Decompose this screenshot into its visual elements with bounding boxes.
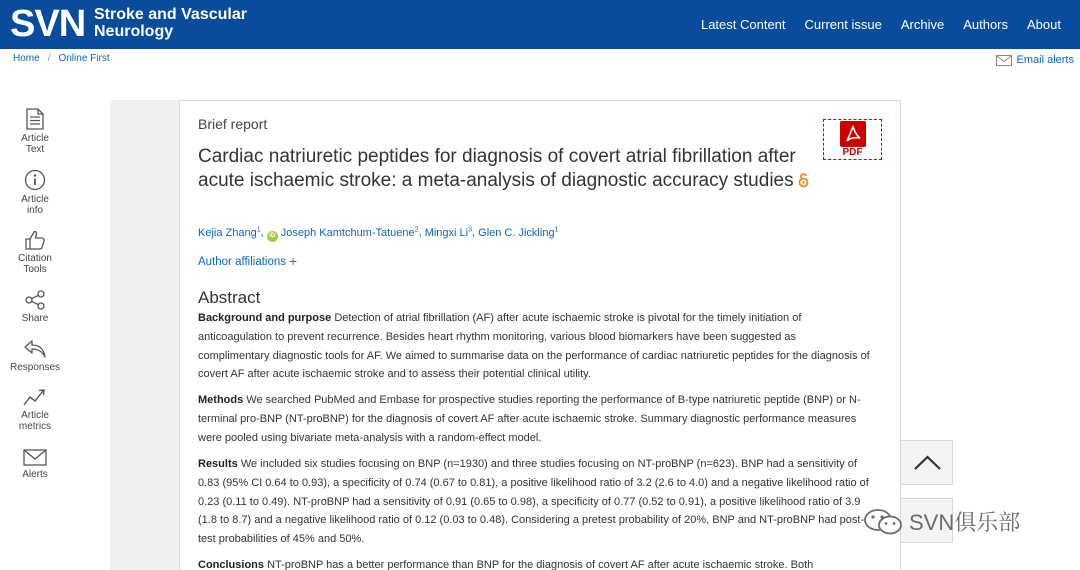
email-alerts-link[interactable] bbox=[996, 54, 1074, 66]
logo-line-2: Neurology bbox=[94, 23, 174, 40]
wechat-icon bbox=[863, 508, 903, 536]
sidebar-label-line2: Text bbox=[25, 144, 45, 155]
sidebar-item-share[interactable] bbox=[0, 290, 70, 324]
section-text: We included six studies focusing on BNP (n=1930) and three studies focusing on NT-proBNP (n=623). BNP had a sensitivity of 0.83 (95% CI 0.64 to 0.93), a specificity of 0.74 (0.67 to 0.81), a positive likelihood ratio of 3.2 (2.6 to 4.0) and a negative likelihood ratio of 0.23 (0.11 to 0.49). NT-proBNP had a sensitivity of 0.91 (0.65 to 0.98), a specificity of 0.77 (0.52 to 0.91), a positive likelihood ratio of 3.9 (1.8 to 8.7) and a negative likelihood ratio of 0.12 (0.03 to 0.48). Considering a pretest probability of 20%, BNP and NT-proBNP had post-test probabilities of 45% and 50%. bbox=[198, 458, 869, 546]
sidebar-label-line1: Share bbox=[21, 313, 49, 324]
nav-authors[interactable]: Authors bbox=[963, 17, 1009, 32]
reply-icon bbox=[23, 339, 47, 359]
affiliations-label: Author affiliations bbox=[198, 256, 287, 268]
abstract-heading: Abstract bbox=[198, 288, 261, 307]
open-access-icon bbox=[798, 172, 809, 188]
main-nav bbox=[701, 0, 1080, 49]
section-text: NT-proBNP has a better performance than BNP for the diagnosis of covert AF after acute ischaemic stroke. Both bbox=[267, 559, 814, 570]
abstract-section-methods bbox=[198, 391, 870, 447]
section-label: Conclusions bbox=[198, 559, 265, 570]
abstract-section-conclusions bbox=[198, 556, 870, 570]
back-to-top-button[interactable] bbox=[900, 440, 953, 485]
section-text: Detection of atrial fibrillation (AF) after acute ischaemic stroke is pivotal for the timely initiation of anticoagulation to prevent recurrence. Besides heart rhythm monitoring, various blood biomarkers have been suggested as complimentary diagnostic tools for AF. We aimed to summarise data on the performance of cardiac natriuretic peptides for the diagnosis of covert AF after acute ischaemic stroke and to assess their potential clinical utility. bbox=[198, 312, 870, 381]
sidebar-label-line2: info bbox=[26, 205, 44, 216]
nav-latest-content[interactable]: Latest Content bbox=[700, 17, 786, 32]
author-link[interactable]: Mingxi Li$^3$ bbox=[424, 226, 473, 239]
abstract-section-background bbox=[198, 309, 870, 384]
plus-icon: + bbox=[289, 253, 298, 269]
section-label: Results bbox=[198, 458, 238, 470]
info-icon bbox=[24, 169, 46, 191]
orcid-icon[interactable]: iD bbox=[267, 231, 278, 242]
site-header bbox=[0, 0, 1080, 49]
pdf-download-button[interactable] bbox=[823, 119, 882, 160]
abstract-section-results bbox=[198, 455, 870, 549]
section-text: We searched PubMed and Embase for prospective studies reporting the performance of B-type natriuretic peptide (BNP) or N-terminal pro-BNP (NT-proBNP) for the diagnosis of covert AF after acute ischaemic stroke. Summary diagnostic performance measures were pooled using bivariate meta-analysis with a random-effect model. bbox=[198, 394, 861, 444]
wechat-watermark bbox=[863, 506, 1020, 537]
article-sidebar bbox=[110, 100, 180, 570]
breadcrumb-current[interactable]: Online First bbox=[58, 53, 110, 64]
sidebar-label-line1: Citation bbox=[18, 253, 52, 264]
article-title bbox=[198, 145, 818, 193]
pdf-icon bbox=[840, 121, 866, 147]
sidebar-item-citation-tools[interactable] bbox=[0, 230, 70, 275]
author-link[interactable]: Glen C. Jickling$^1$ bbox=[478, 226, 559, 239]
article-type: Brief report bbox=[198, 116, 268, 132]
sidebar-label-line1: Responses bbox=[9, 362, 61, 373]
nav-current-issue[interactable]: Current issue bbox=[804, 17, 882, 32]
sidebar-item-article-metrics[interactable] bbox=[0, 387, 70, 432]
sidebar-label-line1: Article bbox=[21, 133, 49, 144]
sidebar-label-line2: Tools bbox=[23, 264, 47, 275]
thumbs-up-icon bbox=[24, 230, 46, 250]
sidebar-item-responses[interactable] bbox=[0, 339, 70, 373]
sidebar-label-line1: Alerts bbox=[22, 469, 48, 480]
envelope-icon bbox=[996, 55, 1012, 66]
sidebar-item-article-info[interactable] bbox=[0, 169, 70, 216]
chevron-up-icon bbox=[901, 441, 954, 486]
breadcrumb-home[interactable]: Home bbox=[13, 53, 40, 64]
section-label: Background and purpose bbox=[198, 312, 332, 324]
breadcrumb bbox=[13, 53, 110, 64]
sidebar-label-line1: Article bbox=[21, 410, 49, 421]
article-text-icon bbox=[26, 108, 44, 130]
sidebar-item-article-text[interactable] bbox=[0, 101, 71, 159]
breadcrumb-separator: / bbox=[47, 53, 51, 64]
author-link[interactable]: Joseph Kamtchum-Tatuene$^2$ bbox=[280, 226, 419, 239]
watermark-text: SVN俱乐部 bbox=[909, 510, 1021, 535]
share-icon bbox=[24, 290, 46, 310]
author-list: Kejia Zhang$^1$, iD Joseph Kamtchum-Tatuene$^2$, Mingxi Li$^3$, Glen C. Jickling$^1$ bbox=[198, 226, 558, 242]
author-affiliations-toggle[interactable] bbox=[198, 253, 297, 269]
author-link[interactable]: Kejia Zhang$^1$ bbox=[198, 226, 261, 239]
logo-journal-name[interactable] bbox=[94, 6, 247, 40]
article-content bbox=[198, 116, 868, 132]
pdf-label: PDF bbox=[842, 147, 863, 158]
sidebar-label-line1: Article bbox=[21, 194, 49, 205]
article-title-text: Cardiac natriuretic peptides for diagnosis of covert atrial fibrillation after acute ischaemic stroke: a meta-analysis of diagnostic accuracy studies bbox=[198, 146, 796, 191]
metrics-icon bbox=[22, 387, 48, 407]
nav-about[interactable]: About bbox=[1027, 17, 1061, 32]
sidebar-label-line2: metrics bbox=[18, 421, 52, 432]
logo-line-1: Stroke and Vascular bbox=[94, 6, 247, 23]
envelope-icon bbox=[23, 449, 47, 466]
logo-abbreviation[interactable]: SVN bbox=[10, 3, 86, 45]
section-label: Methods bbox=[198, 394, 244, 406]
nav-archive[interactable]: Archive bbox=[900, 17, 945, 32]
sidebar-item-alerts[interactable] bbox=[0, 449, 70, 480]
email-alerts-label: Email alerts bbox=[1016, 54, 1074, 66]
